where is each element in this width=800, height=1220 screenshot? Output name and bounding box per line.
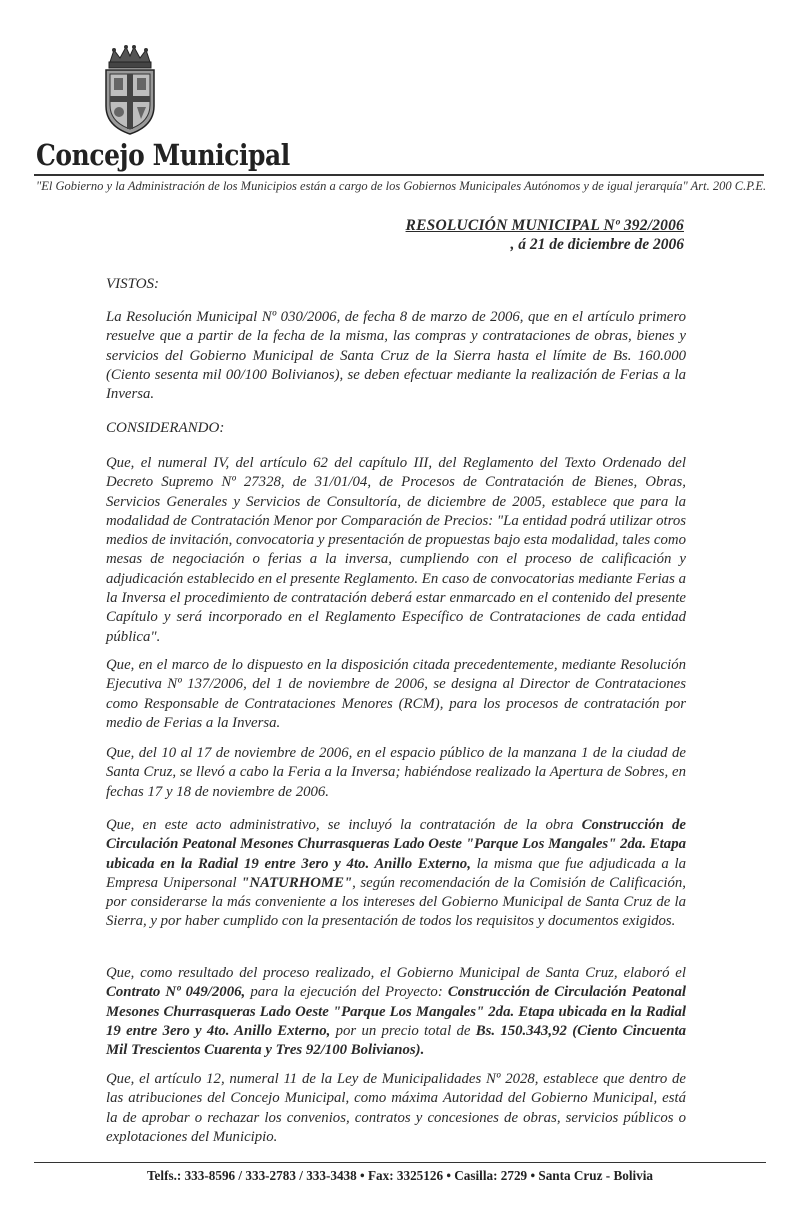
paragraph-5 bbox=[106, 816, 686, 932]
coat-of-arms-icon bbox=[100, 44, 160, 136]
paragraph-3: Que, en el marco de lo dispuesto en la disposición citada precedentemente, mediante Resolución Ejecutiva Nº 137/2006, del 1 de noviembre de 2006, se designa al Director de Contrataciones como Responsable de Contrataciones Menores (RCM), para los procesos de contratación por medio de Ferias a la Inversa. bbox=[106, 657, 686, 731]
header-motto: "El Gobierno y la Administración de los Municipios están a cargo de los Gobiernos Municipales Autónomos y de igual jerarquía" Art. 200 C.P.E. bbox=[36, 179, 767, 193]
paragraph-1: La Resolución Municipal Nº 030/2006, de fecha 8 de marzo de 2006, que en el artículo primero resuelve que a partir de la fecha de la misma, las compras y contrataciones de obras, bienes y servicios del Gobierno Municipal de Santa Cruz de la Sierra hasta el límite de Bs. 160.000 (Ciento sesenta mil 00/100 Bolivianos), se deben efectuar mediante la realización de Ferias a la Inversa. bbox=[106, 309, 686, 403]
paragraph-4: Que, del 10 al 17 de noviembre de 2006, en el espacio público de la manzana 1 de la ciudad de Santa Cruz, se llevó a cabo la Feria a la Inversa; habiéndose realizado la Apertura de Sobres, en fechas 17 y 18 de noviembre de 2006. bbox=[106, 745, 686, 800]
paragraph-6-text-a: Que, como resultado del proceso realizado, el Gobierno Municipal de Santa Cruz, elaboró el bbox=[106, 965, 686, 981]
paragraph-5-company-name: "NATURHOME" bbox=[241, 874, 353, 891]
section-considerando: CONSIDERANDO: bbox=[106, 420, 225, 436]
paragraph-6 bbox=[106, 964, 686, 1060]
paragraph-7: Que, el artículo 12, numeral 11 de la Ley de Municipalidades Nº 2028, establece que dentro de las atribuciones del Concejo Municipal, como máxima Autoridad del Gobierno Municipal, está la de aprobar o rechazar los convenios, contratos y concesiones de obras, servicios públicos o explotaciones del Municipio. bbox=[106, 1071, 686, 1145]
paragraph-5-text-a: Que, en este acto administrativo, se incluyó la contratación de la obra bbox=[106, 817, 582, 833]
resolution-title: RESOLUCIÓN MUNICIPAL Nº 392/2006 bbox=[405, 217, 684, 234]
paragraph-6-contract-number: Contrato Nº 049/2006, bbox=[106, 984, 246, 1001]
paragraph-6-price: Bs. 150.343,92 (Ciento Cincuenta Mil Trescientos Cuarenta y Tres 92/100 Bolivianos). bbox=[106, 1022, 686, 1059]
paragraph-6-project-name: Construcción de Circulación Peatonal Mesones Churrasqueras Lado Oeste "Parque Los Mangales" 2da. Etapa ubicada en la Radial 19 entre 3ero y 4to. Anillo Externo, bbox=[106, 984, 686, 1039]
paragraph-2: Que, el numeral IV, del artículo 62 del capítulo III, del Reglamento del Texto Ordenado del Decreto Supremo Nº 27328, de 31/01/04, de Procesos de Contratación de Bienes, Obras, Servicios Generales y Servicios de Consultoría, de diciembre de 2005, establece que para la modalidad de Contratación Menor por Comparación de Precios: "La entidad podrá utilizar otros medios de invitación, convocatoria y presentación de propuestas bajo esta modalidad, tales como mesas de negociación o ferias a la inversa, cumpliendo con el proceso de calificación y adjudicación establecido en el presente Reglamento. En caso de convocatorias mediante Ferias a la Inversa el procedimiento de contratación deberá estar enmarcado en el contenido del presente Capítulo y será incorporado en el Reglamento Específico de Contrataciones de cada entidad pública". bbox=[106, 455, 686, 645]
section-vistos: VISTOS: bbox=[106, 276, 160, 292]
footer-divider bbox=[34, 1162, 766, 1163]
paragraph-6-text-e: por un precio total de bbox=[330, 1022, 476, 1039]
paragraph-5-project-name: Construcción de Circulación Peatonal Mesones Churrasqueras Lado Oeste "Parque Los Mangales" 2da. Etapa ubicada en la Radial 19 entre 3ero y 4to. Anillo Externo, bbox=[106, 817, 686, 872]
footer-contact: Telfs.: 333-8596 / 333-2783 / 333-3438 • Fax: 3325126 • Casilla: 2729 • Santa Cruz - Bolivia bbox=[146, 1168, 654, 1183]
organization-name: Concejo Municipal bbox=[36, 138, 290, 172]
header-divider bbox=[34, 174, 764, 176]
paragraph-6-text-c: para la ejecución del Proyecto: bbox=[245, 984, 448, 1001]
paragraph-5-text-c: la misma que fue adjudicada a la Empresa Unipersonal bbox=[106, 855, 686, 891]
resolution-block bbox=[406, 216, 684, 254]
resolution-date: , á 21 de diciembre de 2006 bbox=[510, 236, 684, 253]
paragraph-5-text-e: , según recomendación de la Comisión de Calificación, por considerarse la más conveniente a los intereses del Gobierno Municipal de Santa Cruz de la Sierra, y por haber cumplido con la presentación de todos los requisitos y documentos exigidos. bbox=[106, 874, 686, 930]
